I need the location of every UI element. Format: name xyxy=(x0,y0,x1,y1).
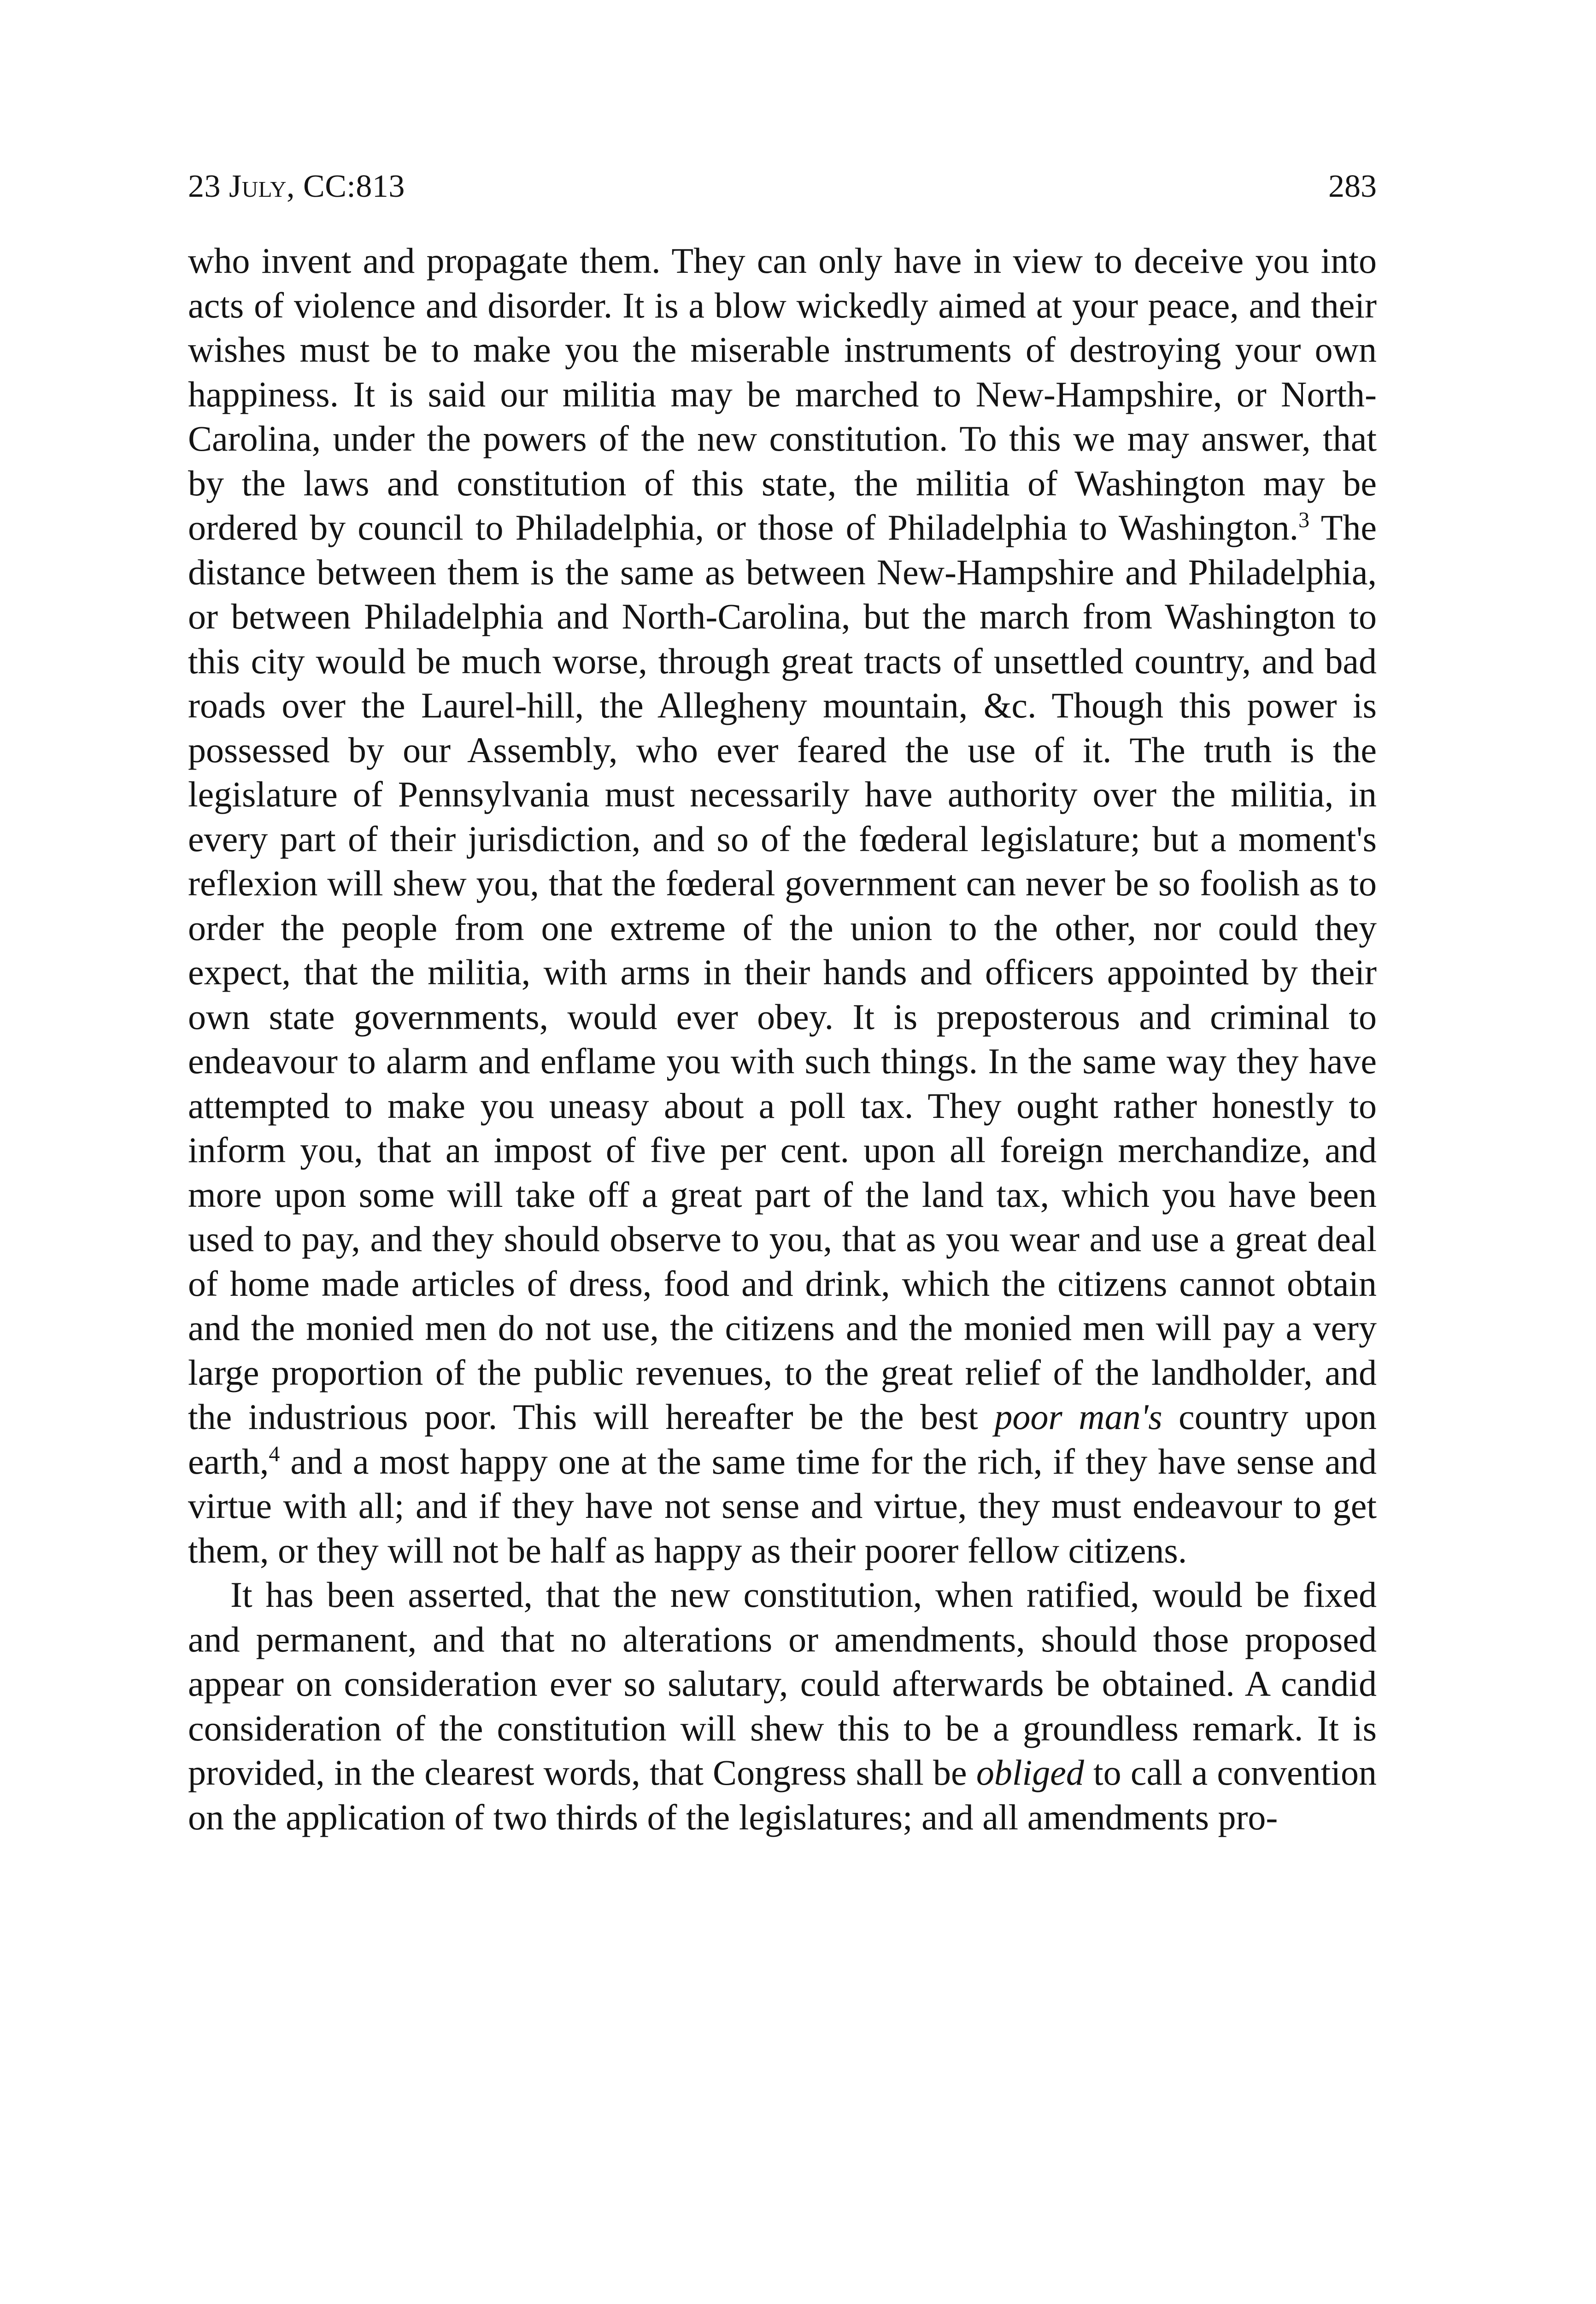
page-number: 283 xyxy=(1328,169,1377,204)
text-run: who invent and propagate them. They can only have in view to deceive you into acts of violence and disorder. It is a blow wickedly aimed at your peace, and their wishes must be to make you the miserable instruments of destroying your own happiness. It is said our militia may be marched to New-Hampshire, or North-Carolina, under the powers of the new constitution. To this we may answer, that by the laws and constitution of this state, the militia of Washington may be ordered by council to Philadelphia, or those of Philadelphia to Washington. xyxy=(188,241,1377,547)
italic-phrase: poor man's xyxy=(994,1397,1162,1437)
footnote-marker-4: 4 xyxy=(269,1441,280,1466)
running-head xyxy=(188,161,405,212)
text-run: country upon earth, xyxy=(188,1397,1377,1481)
text-run: The distance between them is the same as between New-Hampshire and Philadelphia, or between Philadelphia and North-Carolina, but the march from Washington to this city would be much worse, through great tracts of unsettled country, and bad roads over the Laurel-hill, the Allegheny mountain, &c. Though this power is possessed by our Assembly, who ever feared the use of it. The truth is the legislature of Pennsylvania must necessarily have authority over the militia, in every part of their jurisdiction, and so of the fœderal legislature; but a moment's reflexion will shew you, that the fœderal government can never be so foolish as to order the people from one extreme of the union to the other, nor could they expect, that the militia, with arms in their hands and officers appointed by their own state governments, would ever obey. It is preposterous and criminal to endeavour to alarm and enflame you with such things. In the same way they have attempted to make you uneasy about a poll tax. They ought rather honestly to inform you, that an impost of five per cent. upon all foreign merchandize, and more upon some will take off a great part of the land tax, which you have been used to pay, and they should observe to you, that as you wear and use a great deal of home made articles of dress, food and drink, which the citizens cannot obtain and the monied men do not use, the citizens and the monied men will pay a very large proportion of the public revenues, to the great relief of the landholder, and the industrious poor. This will hereafter be the best xyxy=(188,507,1377,1437)
text-run: to call a convention on the application of two thirds of the legislatures; and all amendments pro- xyxy=(188,1752,1377,1837)
running-head-date: 23 xyxy=(188,169,229,204)
paragraph-1 xyxy=(188,239,1377,1573)
running-head-document-reference: , CC:813 xyxy=(287,169,405,204)
page-header xyxy=(188,161,1377,212)
body-text xyxy=(188,239,1377,1840)
text-run: It has been asserted, that the new constitution, when ratified, would be fixed and permanent, and that no alterations or amendments, should those proposed appear on consideration ever so salutary, could afterwards be obtained. A candid consideration of the constitution will shew this to be a groundless remark. It is provided, in the clearest words, that Congress shall be xyxy=(188,1575,1377,1793)
text-run: and a most happy one at the same time for the rich, if they have sense and virtue with all; and if they have not sense and virtue, they must endeavour to get them, or they will not be half as happy as their poorer fellow citizens. xyxy=(188,1441,1377,1570)
paragraph-2 xyxy=(188,1573,1377,1840)
footnote-marker-3: 3 xyxy=(1298,508,1310,532)
running-head-month: July xyxy=(229,169,287,204)
italic-phrase: obliged xyxy=(976,1752,1084,1793)
